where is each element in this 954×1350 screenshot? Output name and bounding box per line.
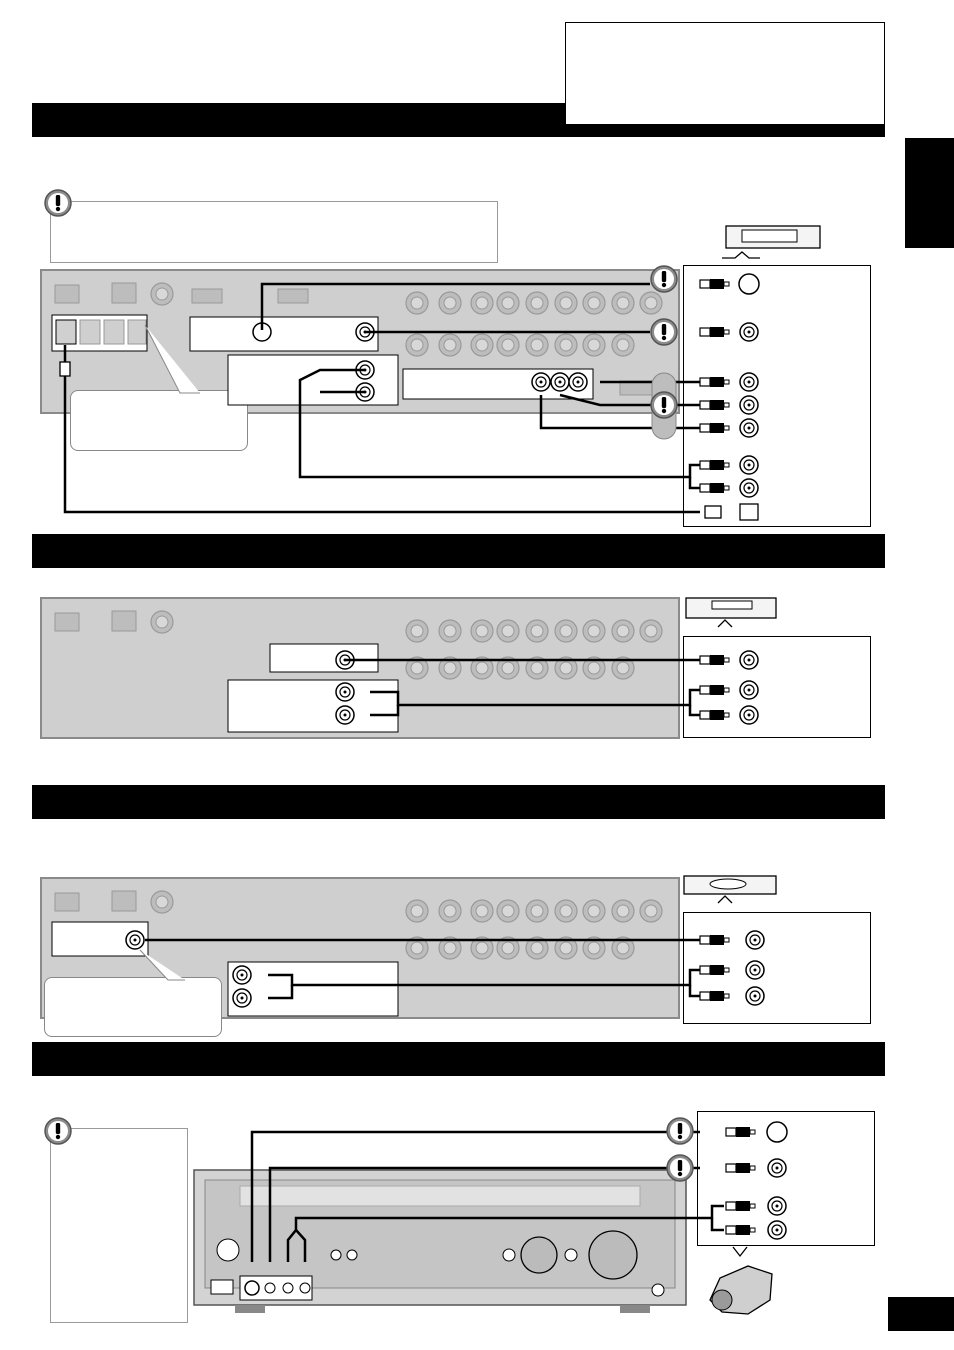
dvd-recorder-icon — [722, 226, 820, 258]
panel-1-jacks — [52, 283, 665, 405]
vcr-icon — [686, 598, 776, 627]
coax-callout-pointer — [140, 950, 185, 980]
dvd-recorder-jacks — [700, 274, 759, 520]
caution-icon — [45, 190, 71, 216]
caution-icon — [651, 319, 677, 345]
caution-icon — [667, 1118, 693, 1144]
caution-icon — [667, 1155, 693, 1181]
cd-player-icon — [684, 876, 776, 903]
caution-icon — [651, 266, 677, 292]
panel-2-jacks — [55, 611, 662, 732]
vcr-jacks — [700, 651, 758, 724]
cd-player-jacks — [700, 931, 764, 1005]
caution-icon — [45, 1118, 71, 1144]
camcorder-jacks — [726, 1122, 787, 1239]
camcorder-icon — [710, 1266, 772, 1314]
receiver-front-panel — [194, 1170, 686, 1313]
header-box-overlay — [565, 22, 885, 125]
caution-icon — [651, 392, 677, 418]
